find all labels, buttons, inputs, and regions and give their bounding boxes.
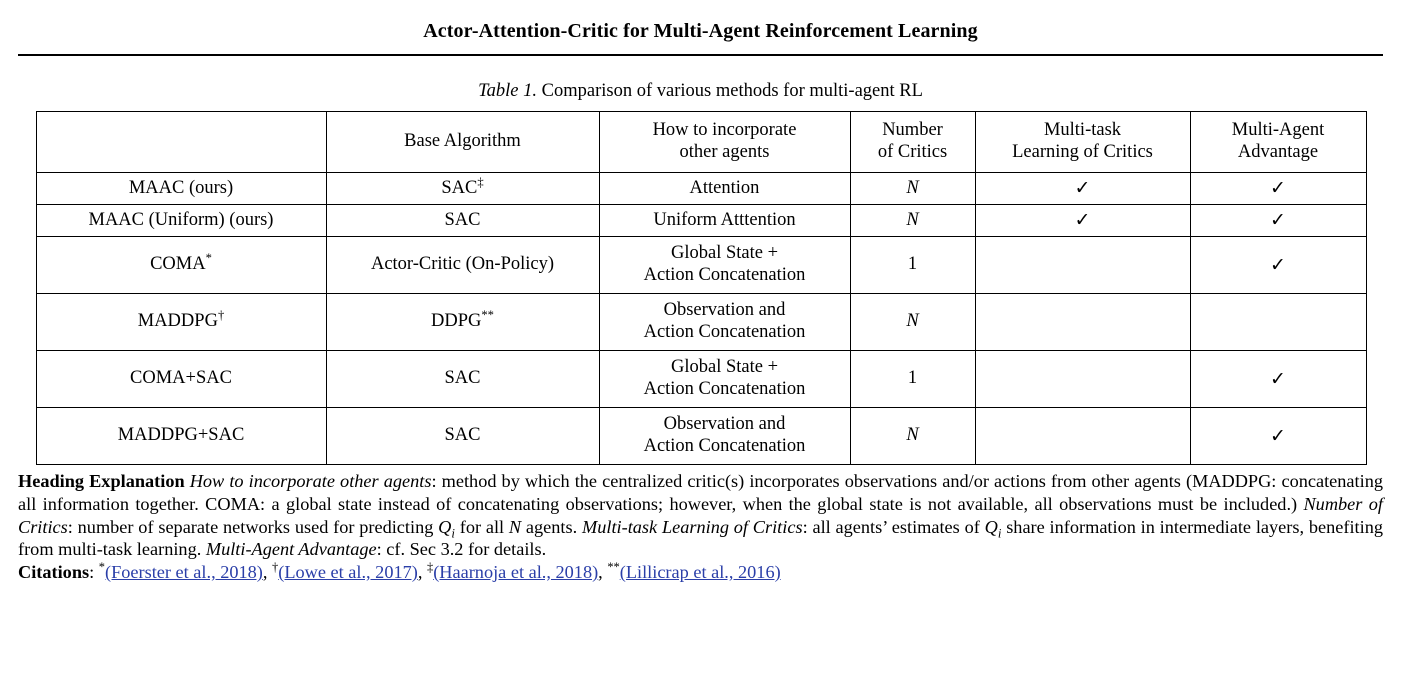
cell-number-of-critics: N: [850, 408, 975, 465]
citation-marker: *: [98, 559, 105, 574]
method-name: MADDPG: [137, 311, 218, 332]
incorporate-line1: Attention: [689, 177, 760, 198]
base-algorithm: SAC: [444, 209, 481, 230]
cell-multiagent-advantage: ✓: [1190, 205, 1366, 237]
cell-number-of-critics: 1: [850, 351, 975, 408]
cell-multiagent-advantage: ✓: [1190, 173, 1366, 205]
base-algorithm: SAC: [444, 425, 481, 446]
base-algorithm: SAC: [444, 368, 481, 389]
table-row: [36, 408, 1366, 465]
method-name: MAAC (Uniform) (ours): [88, 209, 274, 230]
footnote-marker: *: [205, 250, 212, 265]
q-subscript: i: [451, 526, 455, 541]
incorporate-line1: Uniform Atttention: [653, 209, 796, 230]
header-cell-multitask: [975, 112, 1190, 173]
cell-incorporate: [599, 408, 850, 465]
n-symbol: N: [508, 516, 522, 537]
incorporate-line2: Action Concatenation: [643, 436, 806, 456]
method-name: COMA: [150, 254, 206, 275]
explanation-text-4: : cf. Sec 3.2 for details.: [376, 539, 547, 560]
header-line2: Learning of Critics: [1012, 142, 1153, 162]
cell-incorporate: [599, 294, 850, 351]
page-title: Actor-Attention-Critic for Multi-Agent Reinforcement Learning: [423, 20, 978, 42]
header-cell-incorporate: [599, 112, 850, 173]
incorporate-line2: Action Concatenation: [643, 322, 806, 342]
header-line2: of Critics: [877, 142, 948, 162]
citation-marker: †: [272, 559, 279, 574]
table-row: [36, 205, 1366, 237]
table-header-row: [36, 112, 1366, 173]
cell-multitask: [975, 351, 1190, 408]
cell-method-name: [36, 205, 326, 237]
cell-multiagent-advantage: ✓: [1190, 408, 1366, 465]
cell-incorporate: [599, 351, 850, 408]
explanation-term-number-of-critics: Number of Critics: [18, 493, 1383, 537]
base-algorithm: Actor-Critic (On-Policy): [370, 254, 555, 275]
running-head: [18, 0, 1383, 43]
cell-method-name: [36, 294, 326, 351]
explanation-term-multiagent-advantage: Multi-Agent Advantage: [205, 539, 377, 560]
header-line1: Multi-Agent: [1231, 120, 1325, 141]
header-cell-multiagent-advantage: [1190, 112, 1366, 173]
cell-incorporate: [599, 173, 850, 205]
cell-incorporate: [599, 205, 850, 237]
citation-link-haarnoja[interactable]: (Haarnoja et al., 2018): [433, 562, 599, 583]
incorporate-line2: Action Concatenation: [643, 265, 806, 285]
comparison-table: [36, 111, 1367, 465]
explanation-term-multitask: Multi-task Learning of Critics: [582, 516, 803, 537]
heading-explanation-paragraph: [18, 470, 1383, 561]
explanation-text-3a: : all agents’ estimates of: [802, 516, 985, 537]
header-cell-number-of-critics: [850, 112, 975, 173]
cell-base-algorithm: [326, 205, 599, 237]
footnote-marker: **: [481, 307, 494, 322]
explanation-text-1: : method by which the centralized critic(s) incorporates observations and/or actions from other agents (MADDPG: concatenating all information together. COMA: a global state instead of concatenating observations; however, when the global state is not available, all observations must be included.): [18, 471, 1383, 514]
header-cell-base-algorithm: [326, 112, 599, 173]
citations-label: Citations: [18, 562, 90, 583]
citation-link-lillicrap[interactable]: (Lillicrap et al., 2016): [619, 562, 781, 583]
cell-base-algorithm: [326, 408, 599, 465]
incorporate-line1: Observation and: [663, 300, 786, 321]
citation-link-foerster[interactable]: (Foerster et al., 2018): [104, 562, 263, 583]
cell-number-of-critics: N: [850, 205, 975, 237]
cell-multiagent-advantage: [1190, 294, 1366, 351]
cell-number-of-critics: N: [850, 173, 975, 205]
cell-multiagent-advantage: ✓: [1190, 237, 1366, 294]
cell-multitask: ✓: [975, 205, 1190, 237]
cell-method-name: [36, 408, 326, 465]
footnote-marker: †: [217, 307, 225, 322]
table-row: [36, 351, 1366, 408]
header-line1: Multi-task: [1043, 120, 1122, 141]
method-name: MADDPG+SAC: [117, 425, 245, 446]
citation-marker: ‡: [426, 559, 434, 574]
cell-base-algorithm: [326, 351, 599, 408]
method-name: MAAC (ours): [128, 177, 234, 198]
citation-marker: **: [607, 559, 620, 574]
header-line2: other agents: [679, 142, 770, 162]
explanation-text-2b: for all: [454, 516, 509, 537]
cell-method-name: [36, 237, 326, 294]
explanation-text-2c: agents.: [521, 516, 582, 537]
cell-base-algorithm: [326, 237, 599, 294]
q-symbol: Q: [438, 516, 452, 537]
citation-link-lowe[interactable]: (Lowe et al., 2017): [278, 562, 418, 583]
citation-separator: ,: [417, 562, 427, 583]
q-subscript: i: [997, 526, 1002, 541]
table-caption-text: Comparison of various methods for multi-agent RL: [537, 81, 923, 101]
header-line2: Advantage: [1237, 142, 1319, 162]
base-algorithm: DDPG: [431, 311, 482, 332]
header-line1: How to incorporate: [652, 120, 797, 141]
explanation-label: Heading Explanation: [18, 471, 185, 491]
cell-base-algorithm: [326, 173, 599, 205]
footnote-marker: ‡: [477, 174, 484, 189]
cell-multitask: [975, 408, 1190, 465]
header-line1: Base Algorithm: [404, 131, 521, 152]
cell-multitask: [975, 294, 1190, 351]
cell-multitask: [975, 237, 1190, 294]
cell-method-name: [36, 173, 326, 205]
cell-number-of-critics: N: [850, 294, 975, 351]
header-cell-method: [36, 112, 326, 173]
table-row: [36, 294, 1366, 351]
citation-separator: ,: [598, 562, 608, 583]
cell-number-of-critics: 1: [850, 237, 975, 294]
base-algorithm: SAC: [441, 177, 478, 198]
cell-incorporate: [599, 237, 850, 294]
incorporate-line2: Action Concatenation: [643, 379, 806, 399]
header-line1: Number: [882, 120, 943, 141]
cell-multitask: ✓: [975, 173, 1190, 205]
explanation-term-incorporate: How to incorporate other agents: [189, 471, 432, 491]
citations-colon: :: [89, 562, 99, 583]
explanation-text-2a: : number of separate networks used for predicting: [67, 516, 439, 537]
comparison-table-wrapper: [36, 111, 1366, 465]
table-row: [36, 237, 1366, 294]
q-symbol: Q: [984, 516, 998, 537]
explanation-text-3b: share information in intermediate layers, benefiting from multi-task learning.: [18, 516, 1383, 560]
incorporate-line1: Global State +: [670, 243, 779, 264]
cell-multiagent-advantage: ✓: [1190, 351, 1366, 408]
method-name: COMA+SAC: [130, 368, 232, 389]
cell-method-name: [36, 351, 326, 408]
cell-base-algorithm: [326, 294, 599, 351]
incorporate-line1: Observation and: [663, 414, 786, 435]
table-caption-number: Table 1.: [478, 81, 538, 101]
incorporate-line1: Global State +: [670, 357, 779, 378]
citation-separator: ,: [262, 562, 273, 583]
table-caption: [36, 56, 1366, 102]
table-row: [36, 173, 1366, 205]
citations-line: [18, 561, 1383, 584]
